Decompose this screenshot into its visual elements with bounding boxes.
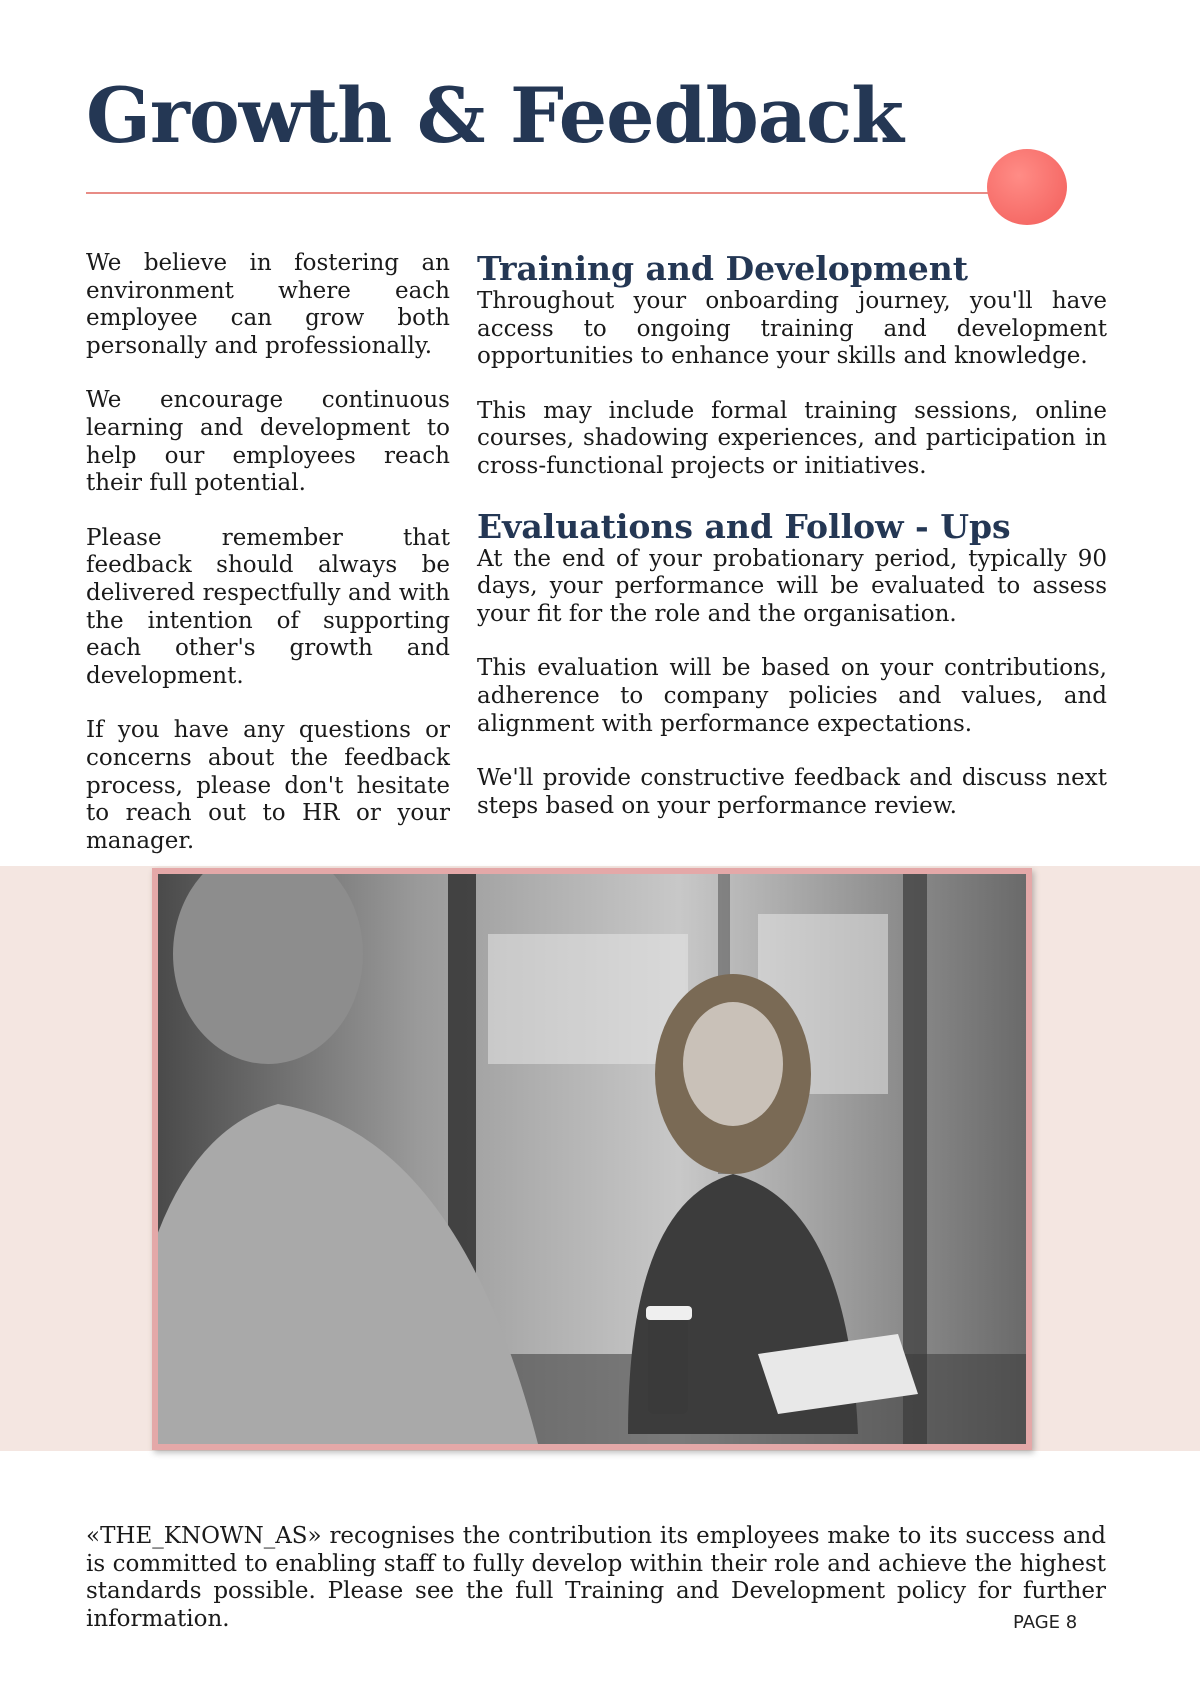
- training-heading: Training and Development: [477, 249, 969, 288]
- policy-note-text: «THE_KNOWN_AS» recognises the contribution its employees make to its success and is committed to enabling staff to fully develop within their role and achieve the highest standards possible. Please see the full Training and Development policy for further information.: [86, 1523, 1106, 1632]
- photo-frame: [152, 868, 1032, 1450]
- meeting-photo-illustration: [158, 874, 1026, 1444]
- page-title: Growth & Feedback: [86, 71, 903, 160]
- evaluations-paragraph-2: This evaluation will be based on your contributions, adherence to company policies and values, and alignment with performance expectations.: [477, 655, 1107, 737]
- details-column: [477, 250, 1107, 847]
- policy-note: [86, 1523, 1106, 1633]
- intro-paragraph-1: We believe in fostering an environment where each employee can grow both personally and professionally.: [86, 250, 450, 359]
- intro-column: [86, 250, 450, 882]
- training-paragraph-2: This may include formal training sessions, online courses, shadowing experiences, and participation in cross-functional projects or initiatives.: [477, 397, 1107, 479]
- intro-paragraph-2: We encourage continuous learning and development to help our employees reach their full potential.: [86, 387, 450, 497]
- evaluations-paragraph-1: At the end of your probationary period, typically 90 days, your performance will be evaluated to assess your fit for the role and the organisation.: [477, 545, 1107, 627]
- training-paragraph-1: Throughout your onboarding journey, you'll have access to ongoing training and development opportunities to enhance your skills and knowledge.: [477, 288, 1107, 370]
- intro-paragraph-3: Please remember that feedback should always be delivered respectfully and with the intention of supporting each other's growth and development.: [86, 524, 450, 689]
- title-divider: [86, 192, 996, 194]
- intro-paragraph-4: If you have any questions or concerns about the feedback process, please don't hesitate to reach out to HR or your manager.: [86, 717, 450, 854]
- meeting-photo: [158, 874, 1026, 1444]
- evaluations-paragraph-3: We'll provide constructive feedback and discuss next steps based on your performance review.: [477, 765, 1107, 819]
- accent-circle: [987, 149, 1067, 225]
- evaluations-heading: Evaluations and Follow - Ups: [477, 506, 1011, 546]
- page-number: PAGE 8: [1013, 1612, 1078, 1633]
